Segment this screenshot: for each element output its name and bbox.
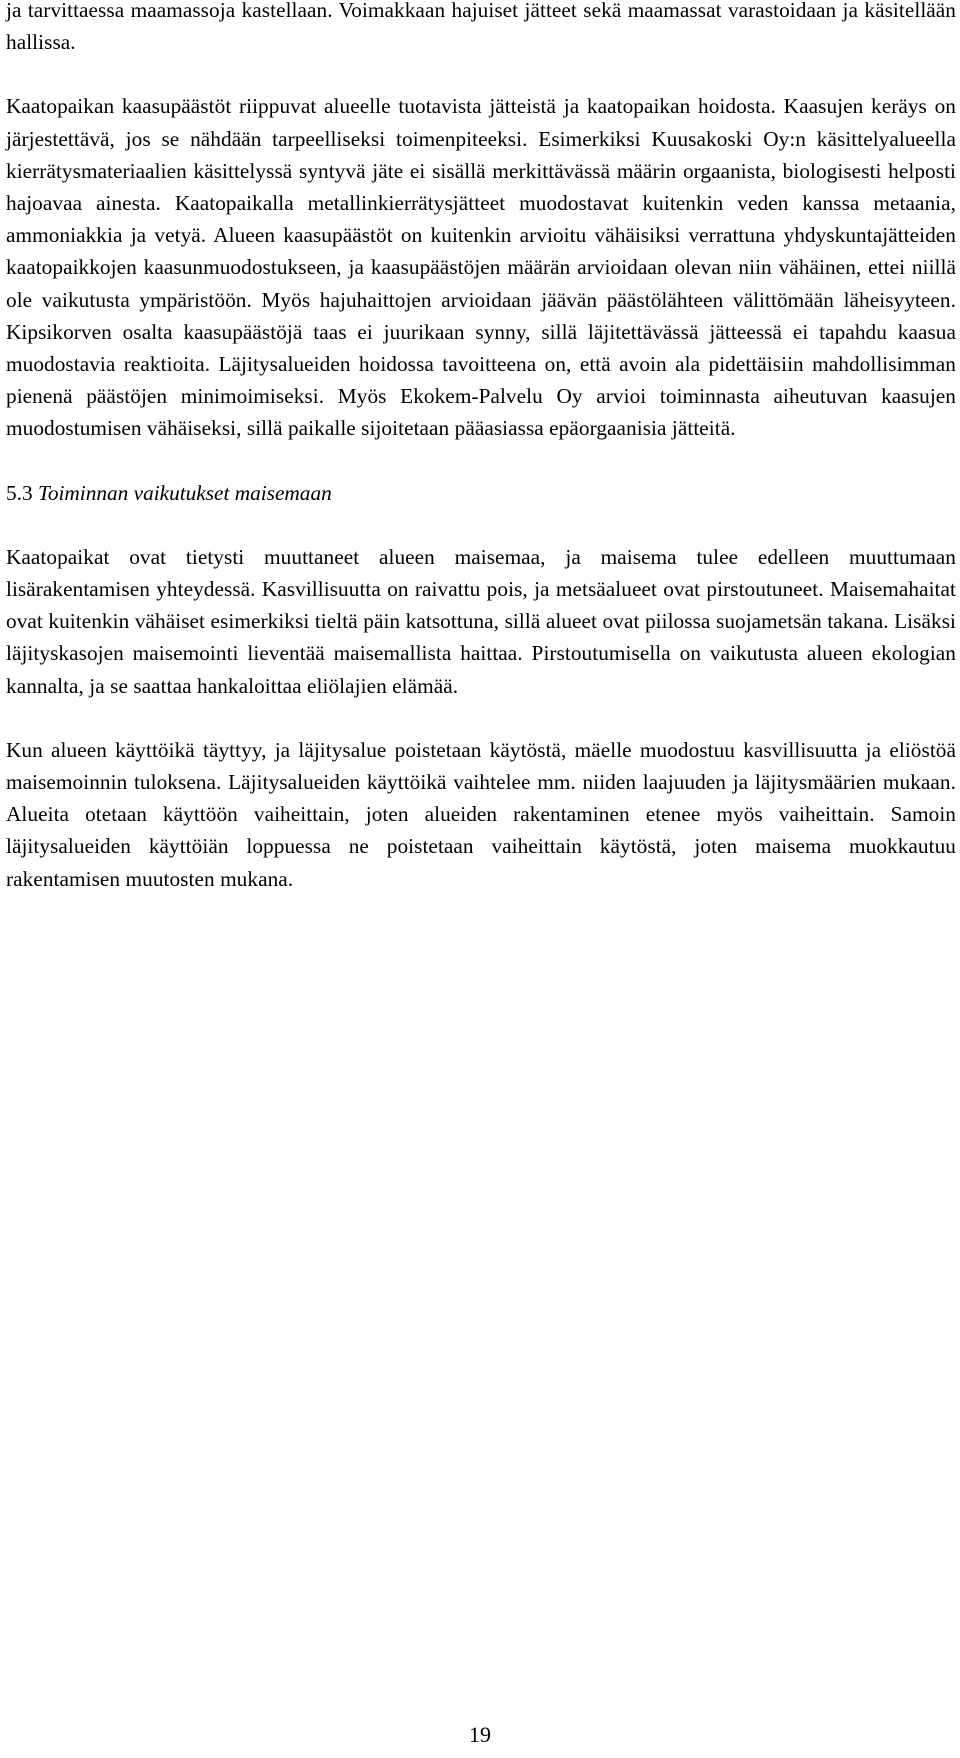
paragraph-landscape: Kaatopaikat ovat tietysti muuttaneet alueen maisemaa, ja maisema tulee edelleen muuttumaan lisärakentamisen yhteydessä. Kasvillisuutta on raivattu pois, ja metsäalueet ovat pirstoutuneet. Maisemahaitat ovat kuitenkin vähäiset esimerkiksi tieltä päin katsottuna, sillä alueet ovat piilossa suojametsän takana. Lisäksi läjityskasojen maisemointi lieventää maisemallista haittaa. Pirstoutumisella on vaikutusta alueen ekologian kannalta, ja se saattaa hankaloittaa eliölajien elämää. (6, 544, 956, 698)
section-heading (6, 477, 956, 509)
section-title: Toiminnan vaikutukset maisemaan (37, 480, 332, 505)
page-number: 19 (469, 1722, 491, 1747)
document-body (6, 0, 956, 895)
section-number: 5.3 (6, 480, 33, 505)
paragraph-landscaping: Kun alueen käyttöikä täyttyy, ja läjitysalue poistetaan käytöstä, mäelle muodostuu kasvillisuutta ja eliöstöä maisemoinnin tuloksena. Läjitysalueiden käyttöikä vaihtelee mm. niiden laajuuden ja läjitysmäärien mukaan. Alueita otetaan käyttöön vaiheittain, joten alueiden rakentaminen etenee myös vaiheittain. Samoin läjitysalueiden käyttöiän loppuessa ne poistetaan vaiheittain käytöstä, joten maisema muokkautuu rakentamisen muutosten mukana. (6, 737, 956, 891)
paragraph-gas-emissions: Kaatopaikan kaasupäästöt riippuvat alueelle tuotavista jätteistä ja kaatopaikan hoidosta. Kaasujen keräys on järjestettävä, jos se nähdään tarpeelliseksi toimenpiteeksi. Esimerkiksi Kuusakoski Oy:n käsittelyalueella kierrätysmateriaalien käsittelyssä syntyvä jäte ei sisällä merkittävässä määrin orgaanista, biologisesti helposti hajoavaa ainesta. Kaatopaikalla metallinkierrätysjätteet muodostavat kuitenkin veden kanssa metaania, ammoniakkia ja vetyä. Alueen kaasupäästöt on kuitenkin arvioitu vähäisiksi verrattuna yhdyskuntajätteiden kaatopaikkojen kaasunmuodostukseen, ja kaasupäästöjen määrän arvioidaan olevan niin vähäinen, ettei niillä ole vaikutusta ympäristöön. Myös hajuhaittojen arvioidaan jäävän päästölähteen välittömään läheisyyteen. Kipsikorven osalta kaasupäästöjä taas ei juurikaan synny, sillä läjitettävässä jätteessä ei tapahdu kaasua muodostavia reaktioita. Läjitysalueiden hoidossa tavoitteena on, että avoin ala pidettäisiin mahdollisimman pienenä päästöjen minimoimiseksi. Myös Ekokem-Palvelu Oy arvioi toiminnasta aiheutuvan kaasujen muodostumisen vähäiseksi, sillä paikalle sijoitetaan pääasiassa epäorgaanisia jätteitä. (6, 94, 956, 441)
paragraph-storage: ja tarvittaessa maamassoja kastellaan. Voimakkaan hajuiset jätteet sekä maamassat varastoidaan ja käsitellään hallissa. (6, 0, 956, 55)
